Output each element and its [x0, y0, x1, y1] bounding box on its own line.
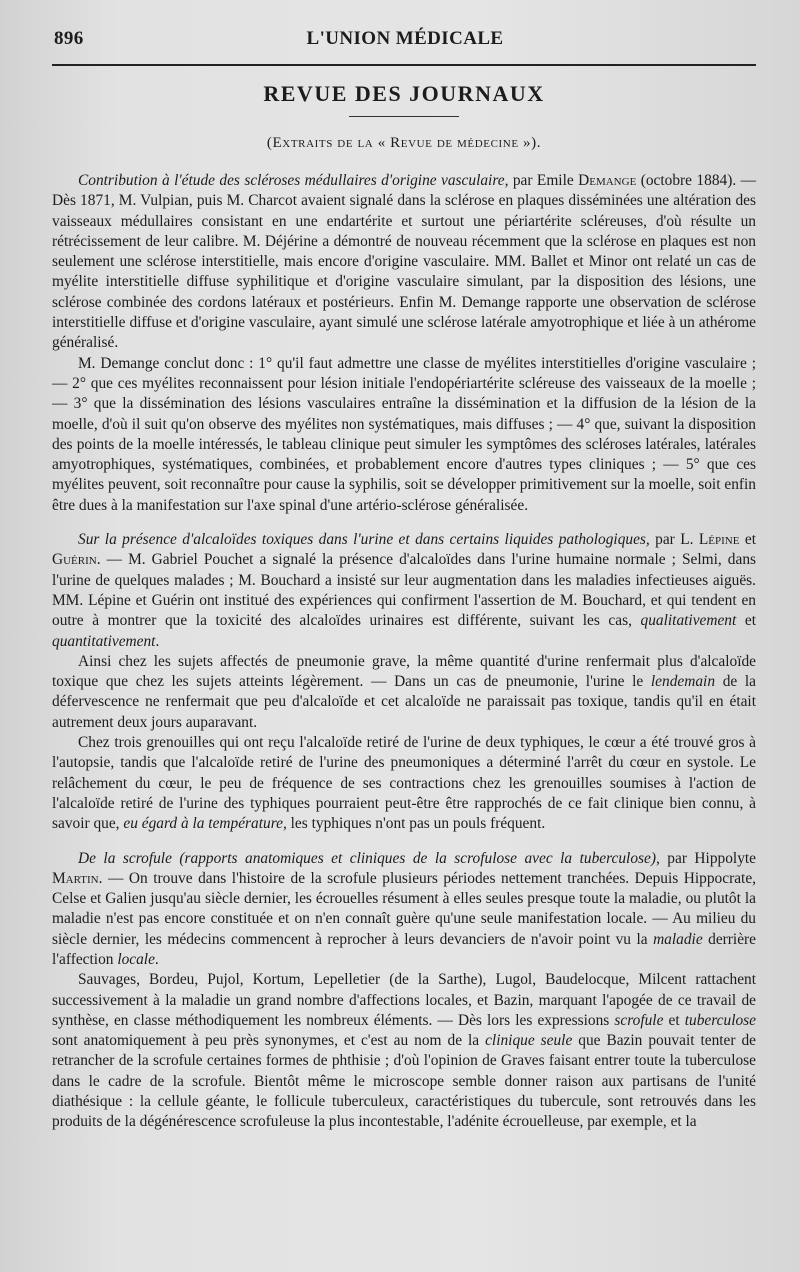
- emphasis: quantitativement: [52, 632, 156, 650]
- text-run: par Emile: [508, 172, 579, 189]
- emphasis: qualitativement: [640, 612, 737, 630]
- text-run: .: [154, 950, 159, 968]
- author-name: Lépine: [698, 531, 740, 549]
- paragraph: [52, 530, 756, 652]
- text-run: par Hippolyte: [659, 849, 756, 867]
- author-name: Demange: [578, 172, 637, 189]
- emphasis: eu égard à la température,: [123, 815, 287, 833]
- article-title: Contribution à l'étude des scléroses médullaires d'origine vasculaire,: [78, 172, 509, 189]
- text-run: derrière l'affection: [52, 930, 756, 968]
- text-run: Sauvages, Bordeu, Pujol, Kortum, Lepelletier (de la Sarthe), Lugol, Baudelocque, Milcent rattachent successivement à la maladie un grand nombre d'affections locales, et Bazin, marquant l'apogée de ce travail de synthèse, en classe méthodiquement les nombreux éléments. — Dès lors les expressions: [52, 971, 756, 1029]
- text-run: .: [155, 632, 160, 650]
- text-run: et: [736, 612, 756, 630]
- text-run: (octobre 1884). — Dès 1871, M. Vulpian, puis M. Charcot avaient signalé dans la sclérose en plaques disséminées une altération des vaisseaux médullaires consistant en une endartérite et surtout une périartérite scléreuses, d'où résulte un rétrécissement de leur calibre. M. Déjérine a démontré de nouveau récemment que la sclérose en plaques est non seulement une sclérose interstitielle, mais encore d'origine vasculaire. MM. Ballet et Minor ont relaté un cas de myélite interstitielle diffuse syphilitique et d'origine vasculaire simulant, par la disposition des lésions, une sclérose combinée des cordons latéraux et postérieurs. Enfin M. Demange rapporte une observation de sclérose interstitielle diffuse et d'origine vasculaire, ayant simulé une sclérose latérale amyotrophique et liée à un athérome généralisé.: [52, 172, 757, 352]
- article-title: Sur la présence d'alcaloïdes toxiques dans l'urine et dans certains liquides pathologiques,: [78, 531, 650, 549]
- author-name: Martin: [52, 869, 99, 887]
- text-run: que Bazin pouvait tenter de retrancher de la scrofule certaines formes de phthisie ; d'où l'opinion de Graves faisant entrer toute la tuberculose dans le cadre de la scrofule. Bientôt même le microscope semble donner raison aux partisans de l'unité diathésique : la cellule géante, le follicule tuberculeux, caractéristiques du tubercule, sont retrouvés dans les produits de la dégénérescence scrofuleuse la plus incontestable, l'adénite écrouelleuse, par exemple, et la: [52, 1032, 757, 1131]
- text-run: les typhiques n'ont pas un pouls fréquent.: [286, 815, 546, 833]
- emphasis: locale: [117, 950, 155, 968]
- paragraph: [52, 171, 756, 354]
- paragraph: [52, 652, 756, 733]
- section-subtitle: (Extraits de la « Revue de médecine »).: [266, 135, 542, 151]
- paragraph: [52, 849, 756, 971]
- emphasis: scrofule: [614, 1011, 664, 1029]
- emphasis: maladie: [653, 930, 703, 948]
- article-body: [52, 171, 756, 1133]
- article-title: De la scrofule (rapports anatomiques et cliniques de la scrofulose avec la tuberculose),: [78, 849, 660, 867]
- text-run: et: [739, 531, 756, 549]
- text-run: . — M. Gabriel Pouchet a signalé la présence d'alcaloïdes dans l'urine humaine normale ; Selmi, dans l'urine de quelques malades ; M. Bouchard a insisté sur leur augmentation dans les maladies infectieuses aiguës. MM. Lépine et Guérin ont institué des expériences qui confirment l'assertion de M. Bouchard, et qui tendent en outre à montrer que la toxicité des alcaloïdes urinaires est différente, suivant les cas,: [52, 551, 756, 630]
- paragraph: M. Demange conclut donc : 1° qu'il faut admettre une classe de myélites interstitielles d'origine vasculaire ; — 2° que ces myélites reconnaissent pour lésion initiale l'endopériartérite scléreuse des vaisseaux de la moelle ; — 3° que la dissémination des lésions vasculaires entraîne la dissémination et la diffusion de la lésion de la moelle, d'où il suit qu'on observe des myélites non systématiques, mais diffuses ; — 4° que, suivant la disposition des points de la moelle intéressés, le tableau clinique peut simuler les symptômes des scléroses latérales, latérales amyotrophiques, systématiques, combinées, et probablement encore d'autres types cliniques ; — 5° que ces myélites peuvent, soit reconnaître pour cause la syphilis, soit se développer primitivement sur la moelle, soit enfin être dues à la manifestation sur l'axe spinal d'une artério-sclérose généralisée.: [52, 354, 756, 514]
- emphasis: clinique seule: [485, 1032, 573, 1050]
- page-number: 896: [54, 28, 84, 49]
- paragraph: [52, 733, 756, 834]
- text-run: Chez trois grenouilles qui ont reçu l'alcaloïde retiré de l'urine de deux typhiques, le cœur a été trouvé gros à l'autopsie, tandis que l'alcaloïde retiré de l'urine des pneumoniques a déterminé l'arrêt du cœur en systole. Le relâchement du cœur, le peu de fréquence de ses contractions chez les grenouilles soumises à l'action de l'alcaloïde retiré de l'urine des typhiques pourraient peut-être être rapprochés de ce fait clinique bien connu, à savoir que,: [52, 734, 756, 833]
- title-rule: [349, 116, 459, 117]
- text-run: par L.: [649, 531, 699, 549]
- section-title: REVUE DES JOURNAUX: [263, 81, 545, 106]
- emphasis: lendemain: [650, 673, 716, 691]
- text-run: . — On trouve dans l'histoire de la scrofule plusieurs périodes nettement tranchées. Depuis Hippocrate, Celse et Galien jusqu'au siècle dernier, les écrouelles résument à elles seules presque toute la maladie, ou plutôt la maladie n'est pas encore constituée et on n'en connaît guère qu'une seule manifestation locale. — Au milieu du siècle dernier, les médecins commencent à reprocher à leurs devanciers de n'avoir point vu la: [52, 869, 756, 948]
- emphasis: tuberculose: [684, 1011, 756, 1029]
- text-run: Ainsi chez les sujets affectés de pneumonie grave, la même quantité d'urine renfermait plus d'alcaloïde toxique que chez les sujets atteints légèrement. — Dans un cas de pneumonie, l'urine le: [52, 652, 756, 691]
- text-run: de la défervescence ne renfermait que peu d'alcaloïde et cet alcaloïde ne paraissait pas toxique, tandis qu'il en était autrement deux jours auparavant.: [52, 673, 756, 731]
- header-rule: [52, 64, 756, 66]
- text-run: et: [663, 1011, 685, 1029]
- running-header: [52, 0, 756, 50]
- author-name: Guérin: [52, 551, 97, 569]
- running-title: L'UNION MÉDICALE: [306, 28, 504, 49]
- paragraph: [52, 970, 756, 1132]
- text-run: sont anatomiquement à peu près synonymes, et c'est au nom de la: [52, 1032, 486, 1050]
